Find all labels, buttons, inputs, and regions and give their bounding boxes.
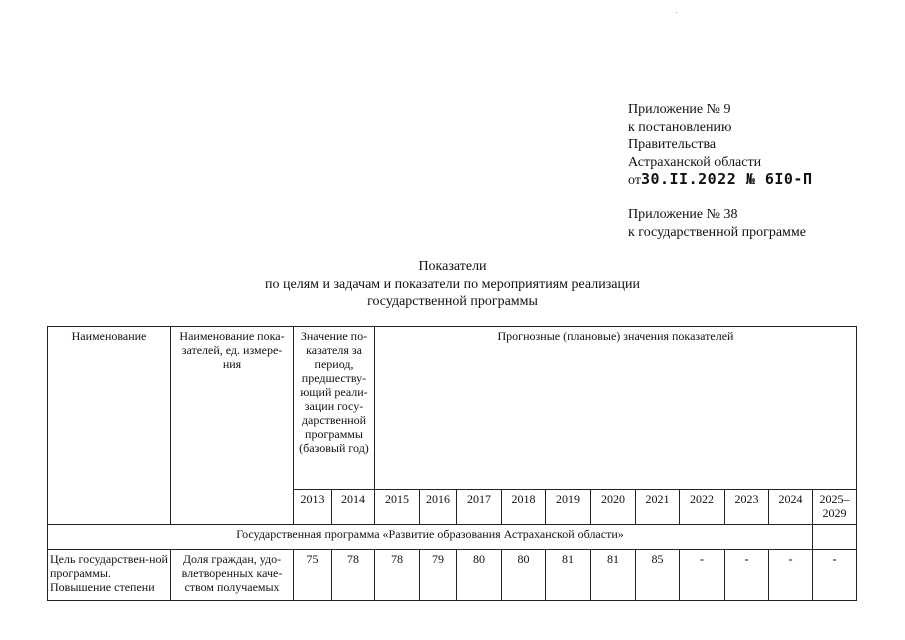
value-cell: 85 bbox=[636, 550, 680, 601]
annex-9-line-3: Правительства bbox=[628, 137, 717, 152]
value-cell: - bbox=[725, 550, 769, 601]
year-cell: 2020 bbox=[591, 490, 636, 525]
year-cell: 2014 bbox=[332, 490, 375, 525]
annex-9-line-2: к постановлению bbox=[628, 119, 732, 135]
value-cell: - bbox=[813, 550, 857, 601]
annex-9-block bbox=[628, 101, 813, 190]
header-forecast: Прогнозные (плановые) значения показателей bbox=[375, 327, 857, 490]
value-cell: 80 bbox=[502, 550, 546, 601]
annex-9-title: Приложение № 9 bbox=[628, 102, 731, 117]
year-cell: 2016 bbox=[420, 490, 457, 525]
value-cell: 78 bbox=[332, 550, 375, 601]
document-heading bbox=[0, 258, 905, 311]
annex-38-line-2: к государственной программе bbox=[628, 224, 806, 240]
row-goal-name: Цель государствен-ной программы. Повышение степени bbox=[48, 550, 171, 601]
header-base-value: Значение по-казателя за период, предшеству-ющий реали-зации госу-дарственной программы (базовый год) bbox=[294, 327, 375, 490]
value-cell: - bbox=[680, 550, 725, 601]
program-title-empty-cell bbox=[813, 525, 857, 550]
year-cell: 2013 bbox=[294, 490, 332, 525]
year-cell: 2021 bbox=[636, 490, 680, 525]
annex-9-date-line bbox=[628, 171, 813, 190]
value-cell: - bbox=[769, 550, 813, 601]
value-cell: 78 bbox=[375, 550, 420, 601]
year-cell: 2024 bbox=[769, 490, 813, 525]
value-cell: 79 bbox=[420, 550, 457, 601]
annex-38-block bbox=[628, 206, 806, 241]
heading-line-2: по целям и задачам и показатели по мероприятиям реализации bbox=[265, 276, 640, 292]
date-prefix: от bbox=[628, 173, 641, 188]
year-cell: 2023 bbox=[725, 490, 769, 525]
indicators-table bbox=[47, 326, 857, 601]
scan-speck bbox=[676, 12, 677, 13]
header-indicator: Наименование пока-зателей, ед. измере-ния bbox=[171, 327, 294, 525]
annex-38-title: Приложение № 38 bbox=[628, 207, 738, 222]
value-cell: 81 bbox=[546, 550, 591, 601]
year-cell: 2022 bbox=[680, 490, 725, 525]
year-cell: 2025–2029 bbox=[813, 490, 857, 525]
year-cell: 2017 bbox=[457, 490, 502, 525]
value-cell: 75 bbox=[294, 550, 332, 601]
program-title-row: Государственная программа «Развитие образования Астраханской области» bbox=[48, 525, 813, 550]
year-cell: 2018 bbox=[502, 490, 546, 525]
row-goal-indicator: Доля граждан, удо-влетворенных каче-ством получаемых bbox=[171, 550, 294, 601]
annex-9-line-4: Астраханской области bbox=[628, 154, 762, 170]
date-number-stamp: 30.II.2022 № 6I0-П bbox=[640, 170, 813, 188]
heading-line-3: государственной программы bbox=[367, 294, 538, 309]
header-name: Наименование bbox=[48, 327, 171, 525]
value-cell: 81 bbox=[591, 550, 636, 601]
value-cell: 80 bbox=[457, 550, 502, 601]
year-cell: 2019 bbox=[546, 490, 591, 525]
year-cell: 2015 bbox=[375, 490, 420, 525]
heading-line-1: Показатели bbox=[418, 259, 487, 274]
